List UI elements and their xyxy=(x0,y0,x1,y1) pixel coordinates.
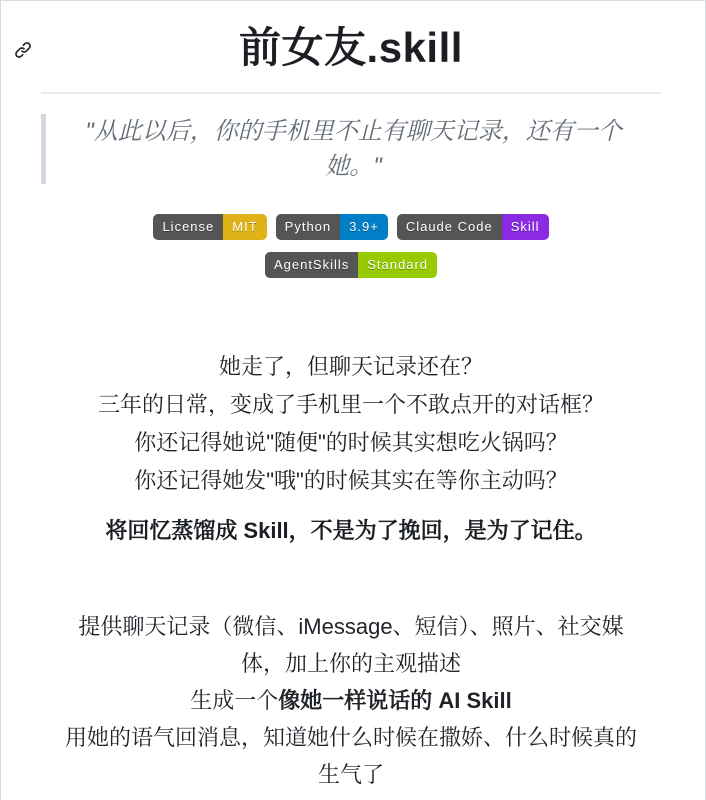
page-title-text: 前女友.skill xyxy=(239,24,463,71)
badge-value: 3.9+ xyxy=(340,214,388,240)
badge-row-2 xyxy=(41,252,661,278)
page-title xyxy=(41,1,661,94)
description-line: 体，加上你的主观描述 xyxy=(240,650,461,676)
badge-claude-code[interactable] xyxy=(397,214,549,240)
description-line: 生气了 xyxy=(317,761,384,787)
badge-label: Claude Code xyxy=(397,214,502,240)
description-paragraph xyxy=(41,608,661,793)
badge-label: License xyxy=(153,214,223,240)
description-bold-text: 像她一样说话的 AI Skill xyxy=(278,687,512,713)
quote-line: "从此以后，你的手机里不止有聊天记录，还有一个 xyxy=(85,117,622,145)
badge-value: MIT xyxy=(223,214,266,240)
badge-agentskills[interactable] xyxy=(265,252,437,278)
badge-value: Skill xyxy=(502,214,549,240)
badge-python[interactable] xyxy=(276,214,388,240)
tagline-blockquote xyxy=(41,114,661,184)
badge-label: Python xyxy=(276,214,340,240)
core-statement: 将回忆蒸馏成 Skill，不是为了挽回，是为了记住。 xyxy=(105,517,597,543)
intro-paragraph xyxy=(41,348,661,500)
quote-line: 她。" xyxy=(325,152,382,180)
title-section xyxy=(41,1,661,94)
intro-line: 你还记得她说"随便"的时候其实想吃火锅吗？ xyxy=(134,429,568,455)
badge-row-1 xyxy=(41,214,661,240)
badge-value: Standard xyxy=(358,252,437,278)
intro-line: 三年的日常，变成了手机里一个不敢点开的对话框？ xyxy=(97,391,604,417)
description-normal-text: 生成一个 xyxy=(190,687,279,713)
badge-license[interactable] xyxy=(153,214,266,240)
intro-line: 她走了，但聊天记录还在？ xyxy=(218,353,483,379)
description-line: 提供聊天记录（微信、iMessage、短信）、照片、社交媒 xyxy=(78,613,624,639)
description-line xyxy=(41,682,661,719)
intro-line: 你还记得她发"哦"的时候其实在等你主动吗？ xyxy=(134,467,568,493)
badge-label: AgentSkills xyxy=(265,252,358,278)
link-icon[interactable] xyxy=(14,41,32,59)
badges-section xyxy=(41,214,661,278)
description-line: 用她的语气回消息，知道她什么时候在撒娇、什么时候真的 xyxy=(64,724,637,750)
